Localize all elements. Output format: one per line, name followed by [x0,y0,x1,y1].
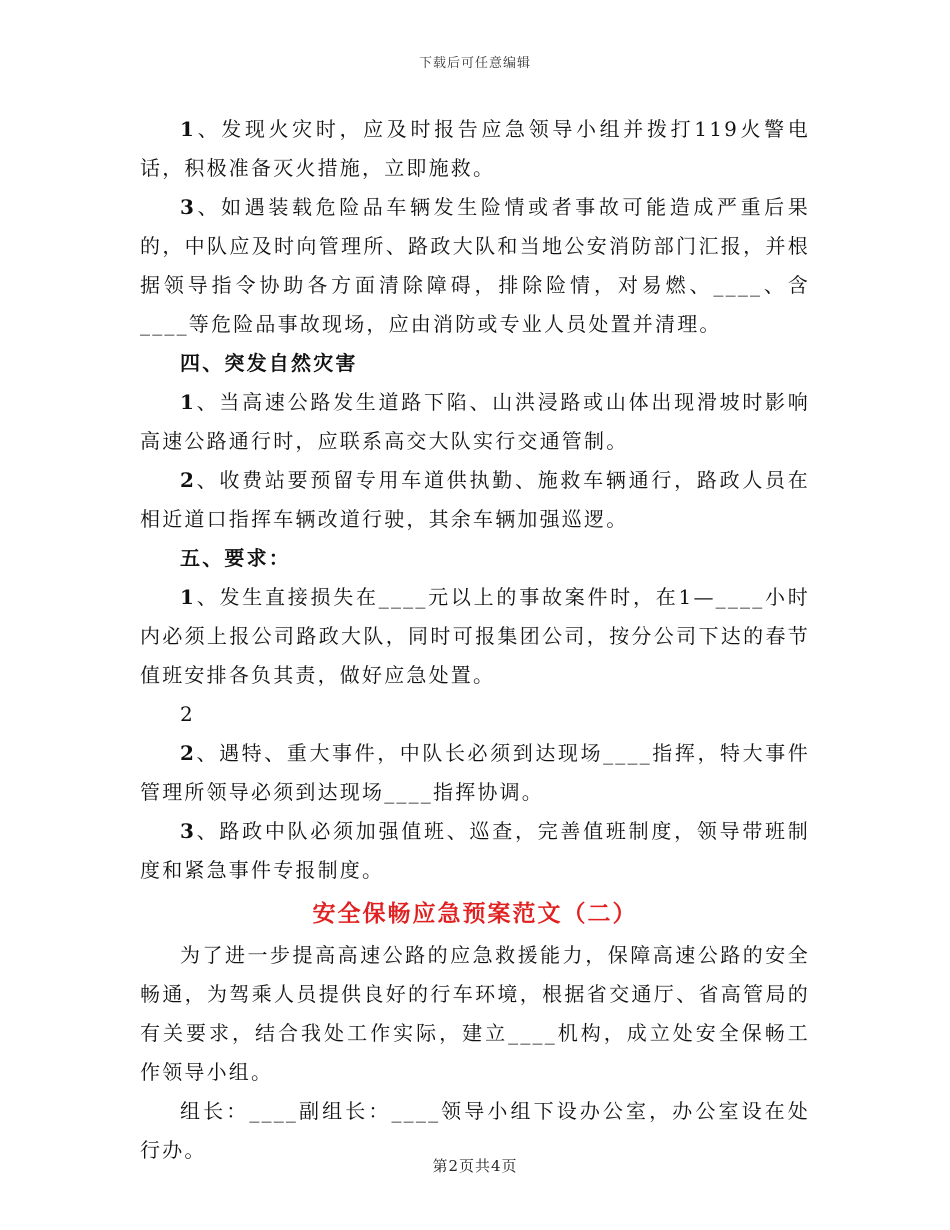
paragraph-fire-1 [140,110,810,188]
paragraph-intro: 为了进一步提高高速公路的应急救援能力，保障高速公路的安全畅通，为驾乘人员提供良好的行车环境，根据省交通厅、省高管局的有关要求，结合我处工作实际，建立____机构，成立处安全保畅工作领导小组。 [140,943,810,1084]
item-number: 2 [180,741,197,765]
paragraph-text: 、路政中队必须加强值班、巡查，完善值班制度，领导带班制度和紧急事件专报制度。 [140,819,810,882]
item-number: 1 [180,390,197,414]
item-number: 1 [180,117,197,141]
paragraph-text: 、发生直接损失在____元以上的事故案件时，在1—____小时内必须上报公司路政大队，同时可报集团公司，按分公司下达的春节值班安排各负其责，做好应急处置。 [140,585,810,687]
page-footer: 第2页共4页 [432,1157,518,1175]
item-number: 2 [180,468,197,492]
paragraph-disaster-1 [140,383,810,461]
paragraph-hazmat-3 [140,188,810,344]
paragraph-disaster-2 [140,461,810,539]
document-body [140,110,810,1170]
item-number: 3 [180,819,197,843]
paragraph-text: 、如遇装载危险品车辆发生险情或者事故可能造成严重后果的，中队应及时向管理所、路政大队和当地公安消防部门汇报，并根据领导指令协助各方面清除障碍，排除险情，对易燃、____、含____等危险品事故现场，应由消防或专业人员处置并清理。 [140,195,810,336]
document-title: 安全保畅应急预案范文（二） [312,900,638,927]
paragraph-leaders: 组长：____副组长：____领导小组下设办公室，办公室设在处行办。 [140,1099,810,1162]
paragraph-requirement-1 [140,578,810,695]
paragraph-text: 、发现火灾时，应及时报告应急领导小组并拨打119火警电话，积极准备灭火措施，立即施救。 [140,117,810,180]
page-marker: 2 [180,702,193,726]
paragraph-text: 、当高速公路发生道路下陷、山洪浸路或山体出现滑坡时影响高速公路通行时，应联系高交大队实行交通管制。 [140,390,810,453]
section-heading-natural-disaster: 四、突发自然灾害 [180,351,358,375]
paragraph-text: 、遇特、重大事件，中队长必须到达现场____指挥，特大事件管理所领导必须到达现场____指挥协调。 [140,741,810,804]
paragraph-text: 、收费站要预留专用车道供执勤、施救车辆通行，路政人员在相近道口指挥车辆改道行驶，其余车辆加强巡逻。 [140,468,810,531]
section-heading-requirements: 五、要求： [180,546,291,570]
page-header: 下载后可任意编辑 [418,56,531,71]
paragraph-requirement-2 [140,734,810,812]
item-number: 3 [180,195,197,219]
paragraph-requirement-3 [140,812,810,890]
item-number: 1 [180,585,197,609]
